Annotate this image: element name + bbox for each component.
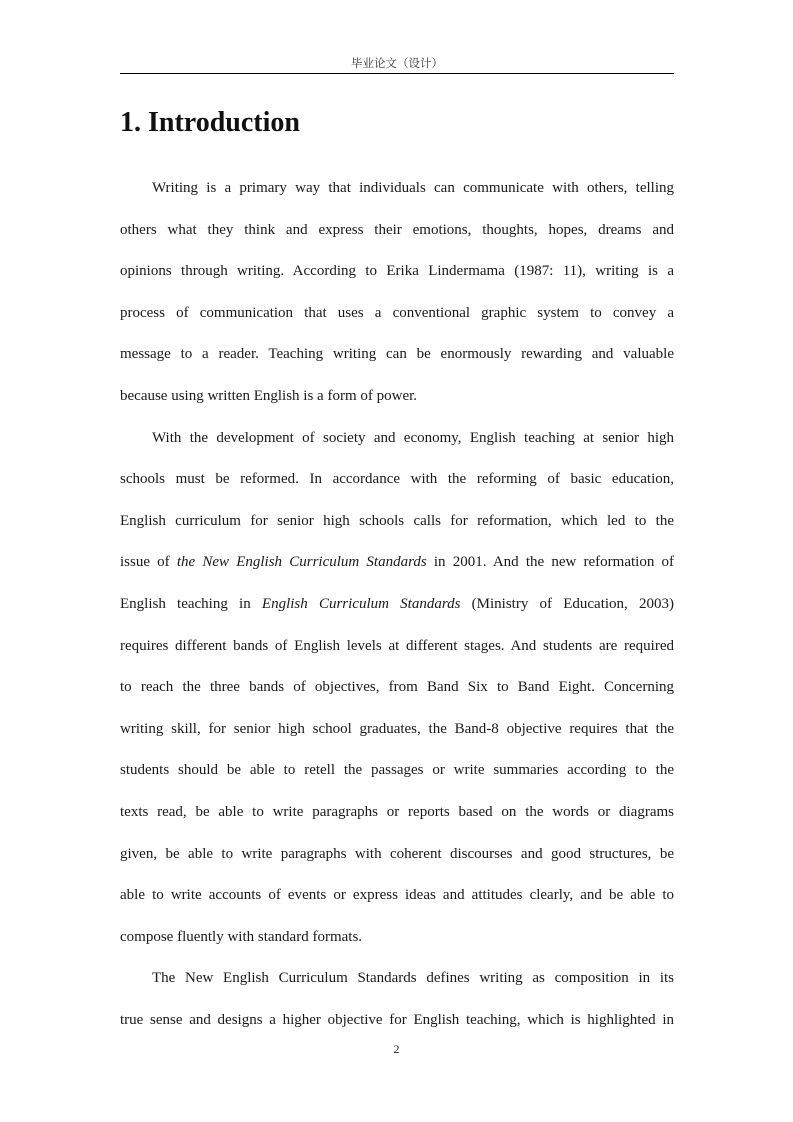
text-line: English curriculum for senior high schools calls for reformation, which led to the	[120, 512, 674, 529]
header-title: 毕业论文（设计）	[351, 56, 443, 70]
text-line: The New English Curriculum Standards defines writing as composition in its	[152, 970, 674, 987]
text-line-mixed	[120, 542, 674, 584]
text-line: texts read, be able to write paragraphs or reports based on the words or diagrams	[120, 803, 674, 820]
text-line: opinions through writing. According to Erika Lindermama (1987: 11), writing is a	[120, 263, 674, 280]
text-line: With the development of society and economy, English teaching at senior high	[152, 429, 674, 446]
document-body	[120, 168, 674, 1041]
text-line: schools must be reformed. In accordance with the reforming of basic education,	[120, 471, 674, 488]
text-line: because using written English is a form of power.	[120, 387, 418, 404]
page-number: 2	[393, 1042, 400, 1056]
italic-title-run: the New English Curriculum Standards	[176, 554, 427, 571]
text-run: issue of	[120, 554, 177, 571]
text-line: students should be able to retell the passages or write summaries according to the	[120, 762, 674, 779]
text-line: given, be able to write paragraphs with coherent discourses and good structures, be	[120, 845, 674, 862]
text-line-mixed	[120, 584, 674, 626]
paragraph-3	[120, 958, 674, 1041]
italic-title-run: English Curriculum Standards	[261, 595, 461, 612]
text-line: true sense and designs a higher objective for English teaching, which is highlighted in	[120, 1011, 674, 1028]
text-line: able to write accounts of events or express ideas and attitudes clearly, and be able to	[120, 887, 674, 904]
text-line: writing skill, for senior high school graduates, the Band-8 objective requires that the	[120, 720, 674, 737]
paragraph-2	[120, 418, 674, 959]
text-run: in 2001. And the new reformation of	[426, 554, 674, 571]
section-title: 1. Introduction	[120, 107, 300, 138]
text-line: to reach the three bands of objectives, from Band Six to Band Eight. Concerning	[120, 679, 674, 696]
text-run: (Ministry of Education, 2003)	[460, 595, 674, 612]
text-line: compose fluently with standard formats.	[120, 928, 363, 945]
paragraph-1	[120, 168, 674, 418]
text-line: message to a reader. Teaching writing can be enormously rewarding and valuable	[120, 346, 674, 363]
page-header	[120, 55, 674, 74]
text-line: process of communication that uses a conventional graphic system to convey a	[120, 304, 674, 321]
text-line: requires different bands of English levels at different stages. And students are required	[120, 637, 674, 654]
text-run: English teaching in	[120, 595, 262, 612]
text-line: others what they think and express their emotions, thoughts, hopes, dreams and	[120, 221, 674, 238]
text-line: Writing is a primary way that individuals can communicate with others, telling	[152, 180, 674, 196]
